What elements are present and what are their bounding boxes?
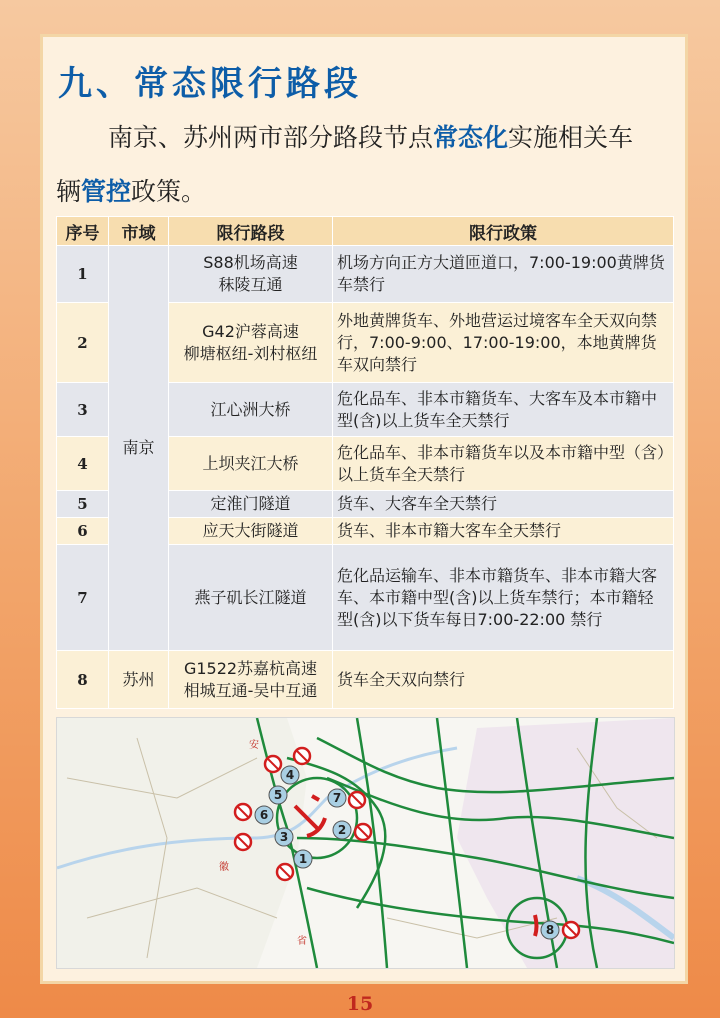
row-policy: 外地黄牌货车、外地营运过境客车全天双向禁行，7:00-9:00、17:00-19:00，本地黄牌货车双向禁行 bbox=[333, 303, 674, 383]
svg-text:3: 3 bbox=[279, 830, 289, 844]
map-marker-7 bbox=[328, 789, 346, 807]
svg-text:4: 4 bbox=[285, 768, 295, 782]
province-label: 徽 bbox=[219, 862, 229, 873]
row-road: S88机场高速 秣陵互通 bbox=[169, 246, 333, 303]
row-no: 7 bbox=[57, 545, 109, 651]
svg-text:8: 8 bbox=[545, 923, 555, 937]
row-road: 燕子矶长江隧道 bbox=[169, 545, 333, 651]
row-road: 应天大街隧道 bbox=[169, 518, 333, 545]
row-no: 1 bbox=[57, 246, 109, 303]
page-title: 九、常态限行路段 bbox=[58, 64, 362, 104]
intro-text: 政策。 bbox=[131, 177, 207, 206]
header-no: 序号 bbox=[57, 217, 109, 246]
table-row bbox=[57, 651, 674, 709]
row-no: 5 bbox=[57, 491, 109, 518]
row-no: 6 bbox=[57, 518, 109, 545]
row-policy: 危化品车、非本市籍货车以及本市籍中型（含）以上货车全天禁行 bbox=[333, 437, 674, 491]
table-header-row bbox=[57, 217, 674, 246]
row-road: 江心洲大桥 bbox=[169, 383, 333, 437]
header-road: 限行路段 bbox=[169, 217, 333, 246]
svg-text:5: 5 bbox=[273, 788, 283, 802]
row-road: 上坝夹江大桥 bbox=[169, 437, 333, 491]
intro-text: 实施相关车 bbox=[508, 123, 634, 152]
row-policy: 危化品车、非本市籍货车、大客车及本市籍中型(含)以上货车全天禁行 bbox=[333, 383, 674, 437]
row-policy: 机场方向正方大道匝道口，7:00-19:00黄牌货车禁行 bbox=[333, 246, 674, 303]
intro-emphasis: 管控 bbox=[81, 177, 132, 206]
svg-text:7: 7 bbox=[332, 791, 342, 805]
row-no: 2 bbox=[57, 303, 109, 383]
row-policy: 货车、非本市籍大客车全天禁行 bbox=[333, 518, 674, 545]
header-policy: 限行政策 bbox=[333, 217, 674, 246]
row-no: 4 bbox=[57, 437, 109, 491]
map-svg bbox=[57, 718, 674, 968]
row-policy: 货车全天双向禁行 bbox=[333, 651, 674, 709]
map-marker-5 bbox=[269, 786, 287, 804]
map-marker-1 bbox=[294, 850, 312, 868]
row-policy: 危化品运输车、非本市籍货车、非本市籍大客车、本市籍中型(含)以上货车禁行；本市籍轻型(含)以下货车每日7:00-22:00 禁行 bbox=[333, 545, 674, 651]
row-policy: 货车、大客车全天禁行 bbox=[333, 491, 674, 518]
row-road: 定淮门隧道 bbox=[169, 491, 333, 518]
intro-line-1 bbox=[56, 118, 656, 154]
svg-text:6: 6 bbox=[259, 808, 269, 822]
map-marker-3 bbox=[275, 828, 293, 846]
row-no: 3 bbox=[57, 383, 109, 437]
row-road: G42沪蓉高速 柳塘枢纽-刘村枢纽 bbox=[169, 303, 333, 383]
map-marker-6 bbox=[255, 806, 273, 824]
svg-text:1: 1 bbox=[298, 852, 308, 866]
intro-text: 辆 bbox=[56, 177, 82, 206]
city-cell: 南京 bbox=[109, 246, 169, 651]
city-cell: 苏州 bbox=[109, 651, 169, 709]
header-city: 市域 bbox=[109, 217, 169, 246]
row-road: G1522苏嘉杭高速 相城互通-吴中互通 bbox=[169, 651, 333, 709]
map-marker-2 bbox=[333, 821, 351, 839]
table-row bbox=[57, 246, 674, 303]
province-label: 安 bbox=[249, 740, 259, 751]
restriction-table bbox=[56, 216, 674, 709]
page-number: 15 bbox=[346, 993, 374, 1015]
map-marker-8 bbox=[541, 921, 559, 939]
restriction-map bbox=[56, 717, 675, 969]
svg-text:2: 2 bbox=[337, 823, 347, 837]
intro-text: 南京、苏州两市部分路段节点 bbox=[108, 123, 434, 152]
row-no: 8 bbox=[57, 651, 109, 709]
intro-emphasis: 常态化 bbox=[433, 123, 509, 152]
province-label: 省 bbox=[297, 936, 307, 947]
map-marker-4 bbox=[281, 766, 299, 784]
intro-line-2 bbox=[56, 172, 656, 208]
